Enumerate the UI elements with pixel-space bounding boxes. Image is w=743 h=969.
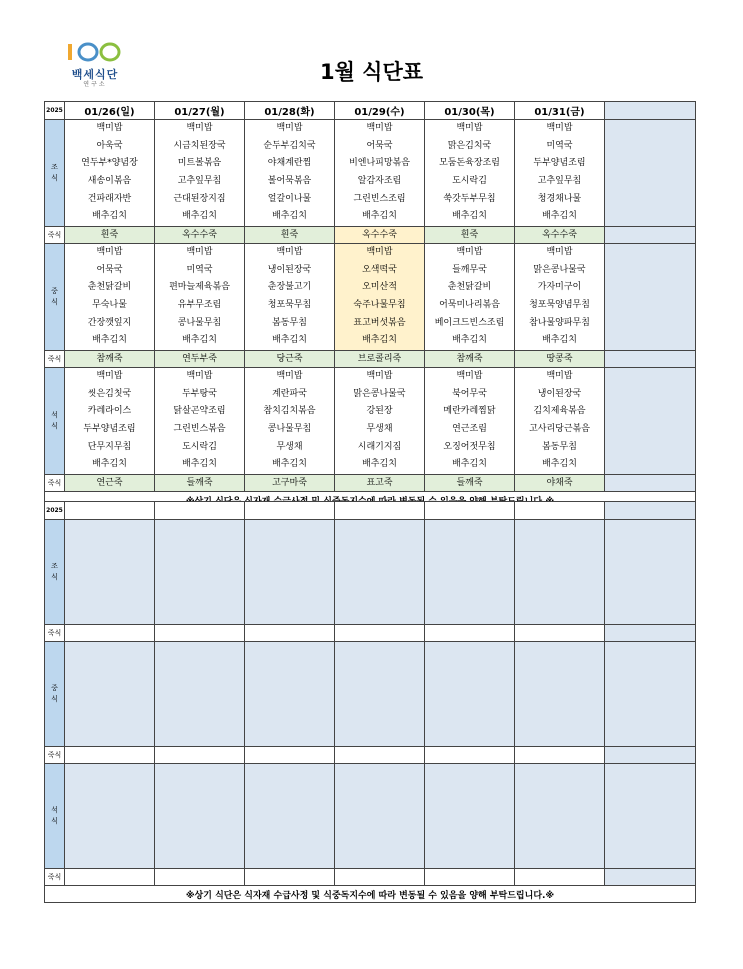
lunch-cell [515, 244, 605, 351]
menu-item: 강된장 [366, 406, 393, 417]
logo-text: 백세식단 [71, 68, 119, 81]
menu-item: 백미밥 [276, 247, 303, 258]
menu-item: 참치김치볶음 [263, 406, 316, 417]
breakfast-label: 조 식 [45, 120, 65, 227]
porridge-cell [155, 869, 245, 886]
day-header: 01/27(월) [155, 102, 245, 120]
porridge-label: 죽식 [45, 869, 65, 886]
porridge-cell [605, 625, 696, 642]
menu-item: 무생채 [276, 441, 303, 452]
menu-item: 배추김치 [452, 211, 487, 222]
menu-item: 백미밥 [366, 123, 393, 134]
menu-item: 냉이된장국 [537, 388, 582, 399]
porridge-cell [605, 475, 696, 492]
menu-item: 숙주나물무침 [353, 300, 406, 310]
menu-item: 도시락김 [452, 176, 487, 186]
breakfast-cell [605, 520, 696, 625]
porridge-cell [245, 869, 335, 886]
menu-item: 시금치된장국 [173, 140, 226, 151]
menu-item: 가자미구이 [537, 282, 582, 293]
porridge-cell [65, 625, 155, 642]
menu-item: 배추김치 [182, 459, 217, 470]
breakfast-cell [65, 120, 155, 227]
day-header [605, 102, 696, 120]
day-header [155, 502, 245, 520]
porridge-cell [335, 747, 425, 764]
year-cell: 2025 [45, 102, 65, 120]
porridge-row [45, 869, 696, 886]
menu-item: 청경채나물 [537, 193, 582, 204]
menu-item: 배추김치 [182, 335, 217, 346]
breakfast-cell [425, 120, 515, 227]
menu-item: 춘천닭갈비 [87, 282, 132, 293]
dinner-row [45, 764, 696, 869]
menu-item: 백미밥 [186, 123, 213, 134]
menu-item: 계란파국 [272, 388, 307, 399]
header-row [45, 502, 696, 520]
menu-item: 간장깻잎지 [87, 317, 132, 328]
menu-item: 오미산적 [362, 282, 397, 293]
menu-item: 춘천닭갈비 [447, 282, 492, 293]
menu-item: 단무지무침 [87, 441, 132, 452]
menu-item: 얼갈이나물 [267, 193, 312, 204]
menu-item: 배추김치 [92, 211, 127, 222]
breakfast-cell [245, 520, 335, 625]
porridge-cell: 옥수수죽 [335, 227, 425, 244]
porridge-cell [425, 625, 515, 642]
porridge-row [45, 625, 696, 642]
lunch-label: 중 식 [45, 244, 65, 351]
lunch-cell [65, 244, 155, 351]
menu-item: 콩나물무침 [177, 317, 222, 328]
porridge-cell: 당근죽 [245, 351, 335, 368]
menu-item: 무숙나물 [92, 300, 127, 310]
lunch-cell [155, 244, 245, 351]
menu-item: 배추김치 [272, 335, 307, 346]
porridge-row [45, 747, 696, 764]
breakfast-cell [425, 520, 515, 625]
porridge-row [45, 227, 696, 244]
notice-row [45, 886, 696, 903]
menu-item: 봄동무침 [272, 317, 307, 328]
menu-item: 무생채 [366, 424, 393, 434]
porridge-label: 죽식 [45, 475, 65, 492]
menu-item: 건파래자반 [87, 193, 132, 204]
day-header: 01/31(금) [515, 102, 605, 120]
porridge-cell [605, 227, 696, 244]
breakfast-cell [515, 120, 605, 227]
lunch-cell [605, 244, 696, 351]
lunch-cell [425, 244, 515, 351]
menu-item: 아욱국 [96, 140, 123, 151]
menu-item: 어묵미나리볶음 [439, 300, 500, 310]
menu-table-week1 [44, 101, 696, 509]
lunch-cell [245, 244, 335, 351]
lunch-label: 중 식 [45, 642, 65, 747]
menu-item: 오징어젓무침 [443, 441, 496, 452]
year-cell: 2025 [45, 502, 65, 520]
breakfast-cell [155, 520, 245, 625]
lunch-cell [425, 642, 515, 747]
lunch-cell [245, 642, 335, 747]
menu-item: 배추김치 [362, 459, 397, 470]
dinner-cell [155, 764, 245, 869]
dinner-cell [245, 764, 335, 869]
menu-item: 베이크드빈스조림 [434, 317, 505, 328]
day-header: 01/30(목) [425, 102, 515, 120]
menu-item: 백미밥 [456, 371, 483, 382]
porridge-cell [515, 625, 605, 642]
porridge-cell [425, 747, 515, 764]
notice-text: ※상기 식단은 식자재 수급사정 및 식중독지수에 따라 변동될 수 있음을 양해 부탁드립니다.※ [45, 886, 696, 903]
day-header [245, 502, 335, 520]
lunch-cell [605, 642, 696, 747]
menu-item: 배추김치 [542, 335, 577, 346]
day-header [65, 502, 155, 520]
porridge-cell: 참깨죽 [65, 351, 155, 368]
menu-item: 백미밥 [96, 123, 123, 134]
menu-item: 김치제육볶음 [533, 406, 586, 417]
menu-item: 배추김치 [542, 459, 577, 470]
porridge-cell: 연두부죽 [155, 351, 245, 368]
porridge-cell: 옥수수죽 [155, 227, 245, 244]
menu-item: 배추김치 [272, 211, 307, 222]
menu-item: 씻은김칫국 [87, 388, 132, 399]
menu-item: 모둠돈육장조림 [439, 158, 500, 169]
menu-item: 근대된장지짐 [173, 193, 226, 204]
menu-item: 두부양념조림 [533, 158, 586, 169]
dinner-row [45, 368, 696, 475]
menu-item: 백미밥 [456, 247, 483, 258]
menu-item: 어묵국 [96, 264, 123, 275]
menu-item: 배추김치 [452, 335, 487, 346]
porridge-cell: 참깨죽 [425, 351, 515, 368]
lunch-cell [155, 642, 245, 747]
porridge-cell: 연근죽 [65, 475, 155, 492]
breakfast-cell [335, 120, 425, 227]
porridge-cell [425, 869, 515, 886]
menu-item: 백미밥 [546, 371, 573, 382]
breakfast-cell [515, 520, 605, 625]
breakfast-cell [335, 520, 425, 625]
lunch-row [45, 642, 696, 747]
menu-item: 고추잎무침 [537, 176, 582, 186]
porridge-cell [515, 747, 605, 764]
menu-item: 배추김치 [92, 335, 127, 346]
menu-item: 그린빈스조림 [353, 193, 406, 204]
menu-item: 표고버섯볶음 [353, 317, 406, 328]
porridge-cell [245, 625, 335, 642]
porridge-cell: 흰죽 [65, 227, 155, 244]
menu-item: 오색떡국 [362, 264, 397, 275]
porridge-cell [155, 625, 245, 642]
menu-item: 청포묵무침 [267, 300, 312, 310]
porridge-cell: 땅콩죽 [515, 351, 605, 368]
porridge-cell [605, 869, 696, 886]
day-header: 01/28(화) [245, 102, 335, 120]
day-header [425, 502, 515, 520]
menu-item: 봄동무침 [542, 441, 577, 452]
menu-item: 백미밥 [456, 123, 483, 134]
menu-item: 백미밥 [96, 371, 123, 382]
dinner-label: 석 식 [45, 368, 65, 475]
menu-item: 편마늘제육볶음 [169, 282, 230, 293]
dinner-cell [515, 764, 605, 869]
breakfast-label: 조 식 [45, 520, 65, 625]
menu-item: 미역국 [546, 140, 573, 151]
menu-item: 배추김치 [182, 211, 217, 222]
dinner-cell [605, 368, 696, 475]
menu-item: 참나물양파무침 [529, 317, 590, 328]
dinner-cell [65, 368, 155, 475]
dinner-label: 석 식 [45, 764, 65, 869]
menu-item: 고사리당근볶음 [529, 424, 590, 434]
porridge-cell: 흰죽 [245, 227, 335, 244]
menu-item: 들깨무국 [452, 264, 487, 275]
menu-item: 유부무조림 [177, 300, 222, 310]
lunch-cell [335, 244, 425, 351]
day-header: 01/26(일) [65, 102, 155, 120]
menu-item: 메란카레찜닭 [443, 406, 496, 417]
menu-item: 볼어묵볶음 [267, 176, 312, 186]
porridge-cell: 표고죽 [335, 475, 425, 492]
lunch-cell [65, 642, 155, 747]
menu-item: 백미밥 [186, 247, 213, 258]
porridge-cell [335, 625, 425, 642]
menu-item: 백미밥 [546, 247, 573, 258]
menu-item: 맑은콩나물국 [353, 388, 406, 399]
dinner-cell [155, 368, 245, 475]
menu-item: 미트볼볶음 [177, 158, 222, 169]
porridge-cell [605, 747, 696, 764]
porridge-cell [335, 869, 425, 886]
porridge-label: 죽식 [45, 227, 65, 244]
porridge-label: 죽식 [45, 747, 65, 764]
menu-item: 맑은콩나물국 [533, 264, 586, 275]
lunch-cell [335, 642, 425, 747]
menu-item: 순두부김치국 [263, 140, 316, 151]
day-header [605, 502, 696, 520]
day-header: 01/29(수) [335, 102, 425, 120]
menu-item: 어묵국 [366, 140, 393, 151]
porridge-cell: 들깨죽 [155, 475, 245, 492]
menu-item: 백미밥 [366, 247, 393, 258]
breakfast-row [45, 120, 696, 227]
menu-item: 연근조림 [452, 424, 487, 434]
porridge-cell: 야채죽 [515, 475, 605, 492]
breakfast-row [45, 520, 696, 625]
dinner-cell [425, 764, 515, 869]
breakfast-cell [65, 520, 155, 625]
porridge-cell: 고구마죽 [245, 475, 335, 492]
porridge-row [45, 475, 696, 492]
dinner-cell [335, 764, 425, 869]
porridge-cell [515, 869, 605, 886]
menu-item: 백미밥 [546, 123, 573, 134]
menu-item: 두부탕국 [182, 388, 217, 399]
porridge-cell: 흰죽 [425, 227, 515, 244]
dinner-cell [65, 764, 155, 869]
lunch-cell [515, 642, 605, 747]
menu-item: 두부양념조림 [83, 424, 136, 434]
menu-item: 고추잎무침 [177, 176, 222, 186]
dinner-cell [425, 368, 515, 475]
menu-item: 백미밥 [186, 371, 213, 382]
porridge-cell: 옥수수죽 [515, 227, 605, 244]
menu-item: 쑥갓두부무침 [443, 193, 496, 204]
porridge-cell [245, 747, 335, 764]
menu-item: 미역국 [186, 264, 213, 275]
menu-item: 북어무국 [452, 388, 487, 399]
menu-item: 맑은김치국 [447, 140, 492, 151]
breakfast-cell [245, 120, 335, 227]
dinner-cell [605, 764, 696, 869]
menu-item: 콩나물무침 [267, 424, 312, 434]
menu-item: 새송이볶음 [87, 176, 132, 186]
menu-table-week2 [44, 501, 696, 903]
menu-item: 청포묵양념무침 [529, 300, 590, 310]
breakfast-cell [155, 120, 245, 227]
menu-item: 그린빈스볶음 [173, 424, 226, 434]
menu-item: 시래기지짐 [357, 441, 402, 452]
menu-item: 배추김치 [452, 459, 487, 470]
porridge-row [45, 351, 696, 368]
menu-item: 배추김치 [542, 211, 577, 222]
page-title: 1월 식단표 [319, 60, 424, 84]
menu-item: 배추김치 [362, 211, 397, 222]
menu-item: 알감자조림 [357, 176, 402, 186]
menu-item: 백미밥 [276, 123, 303, 134]
lunch-row [45, 244, 696, 351]
menu-item: 배추김치 [362, 335, 397, 346]
logo-subtext: 연구소 [83, 81, 107, 88]
dinner-cell [335, 368, 425, 475]
menu-item: 백미밥 [366, 371, 393, 382]
dinner-cell [515, 368, 605, 475]
menu-item: 배추김치 [92, 459, 127, 470]
porridge-cell: 들깨죽 [425, 475, 515, 492]
menu-item: 연두부*양념장 [81, 158, 138, 169]
menu-item: 비엔나피망볶음 [349, 158, 410, 169]
porridge-cell [65, 747, 155, 764]
dinner-cell [245, 368, 335, 475]
menu-item: 냉이된장국 [267, 264, 312, 275]
porridge-label: 죽식 [45, 351, 65, 368]
menu-item: 배추김치 [272, 459, 307, 470]
menu-item: 춘장불고기 [267, 282, 312, 293]
porridge-cell [605, 351, 696, 368]
breakfast-cell [605, 120, 696, 227]
menu-item: 백미밥 [96, 247, 123, 258]
menu-item: 백미밥 [276, 371, 303, 382]
header-row [45, 102, 696, 120]
porridge-cell: 브로콜리죽 [335, 351, 425, 368]
menu-item: 카레라이스 [87, 406, 132, 417]
day-header [335, 502, 425, 520]
porridge-label: 죽식 [45, 625, 65, 642]
menu-item: 야채계란찜 [267, 158, 312, 169]
porridge-cell [65, 869, 155, 886]
day-header [515, 502, 605, 520]
menu-item: 닭살곤약조림 [173, 406, 226, 417]
menu-item: 도시락김 [182, 441, 217, 452]
porridge-cell [155, 747, 245, 764]
